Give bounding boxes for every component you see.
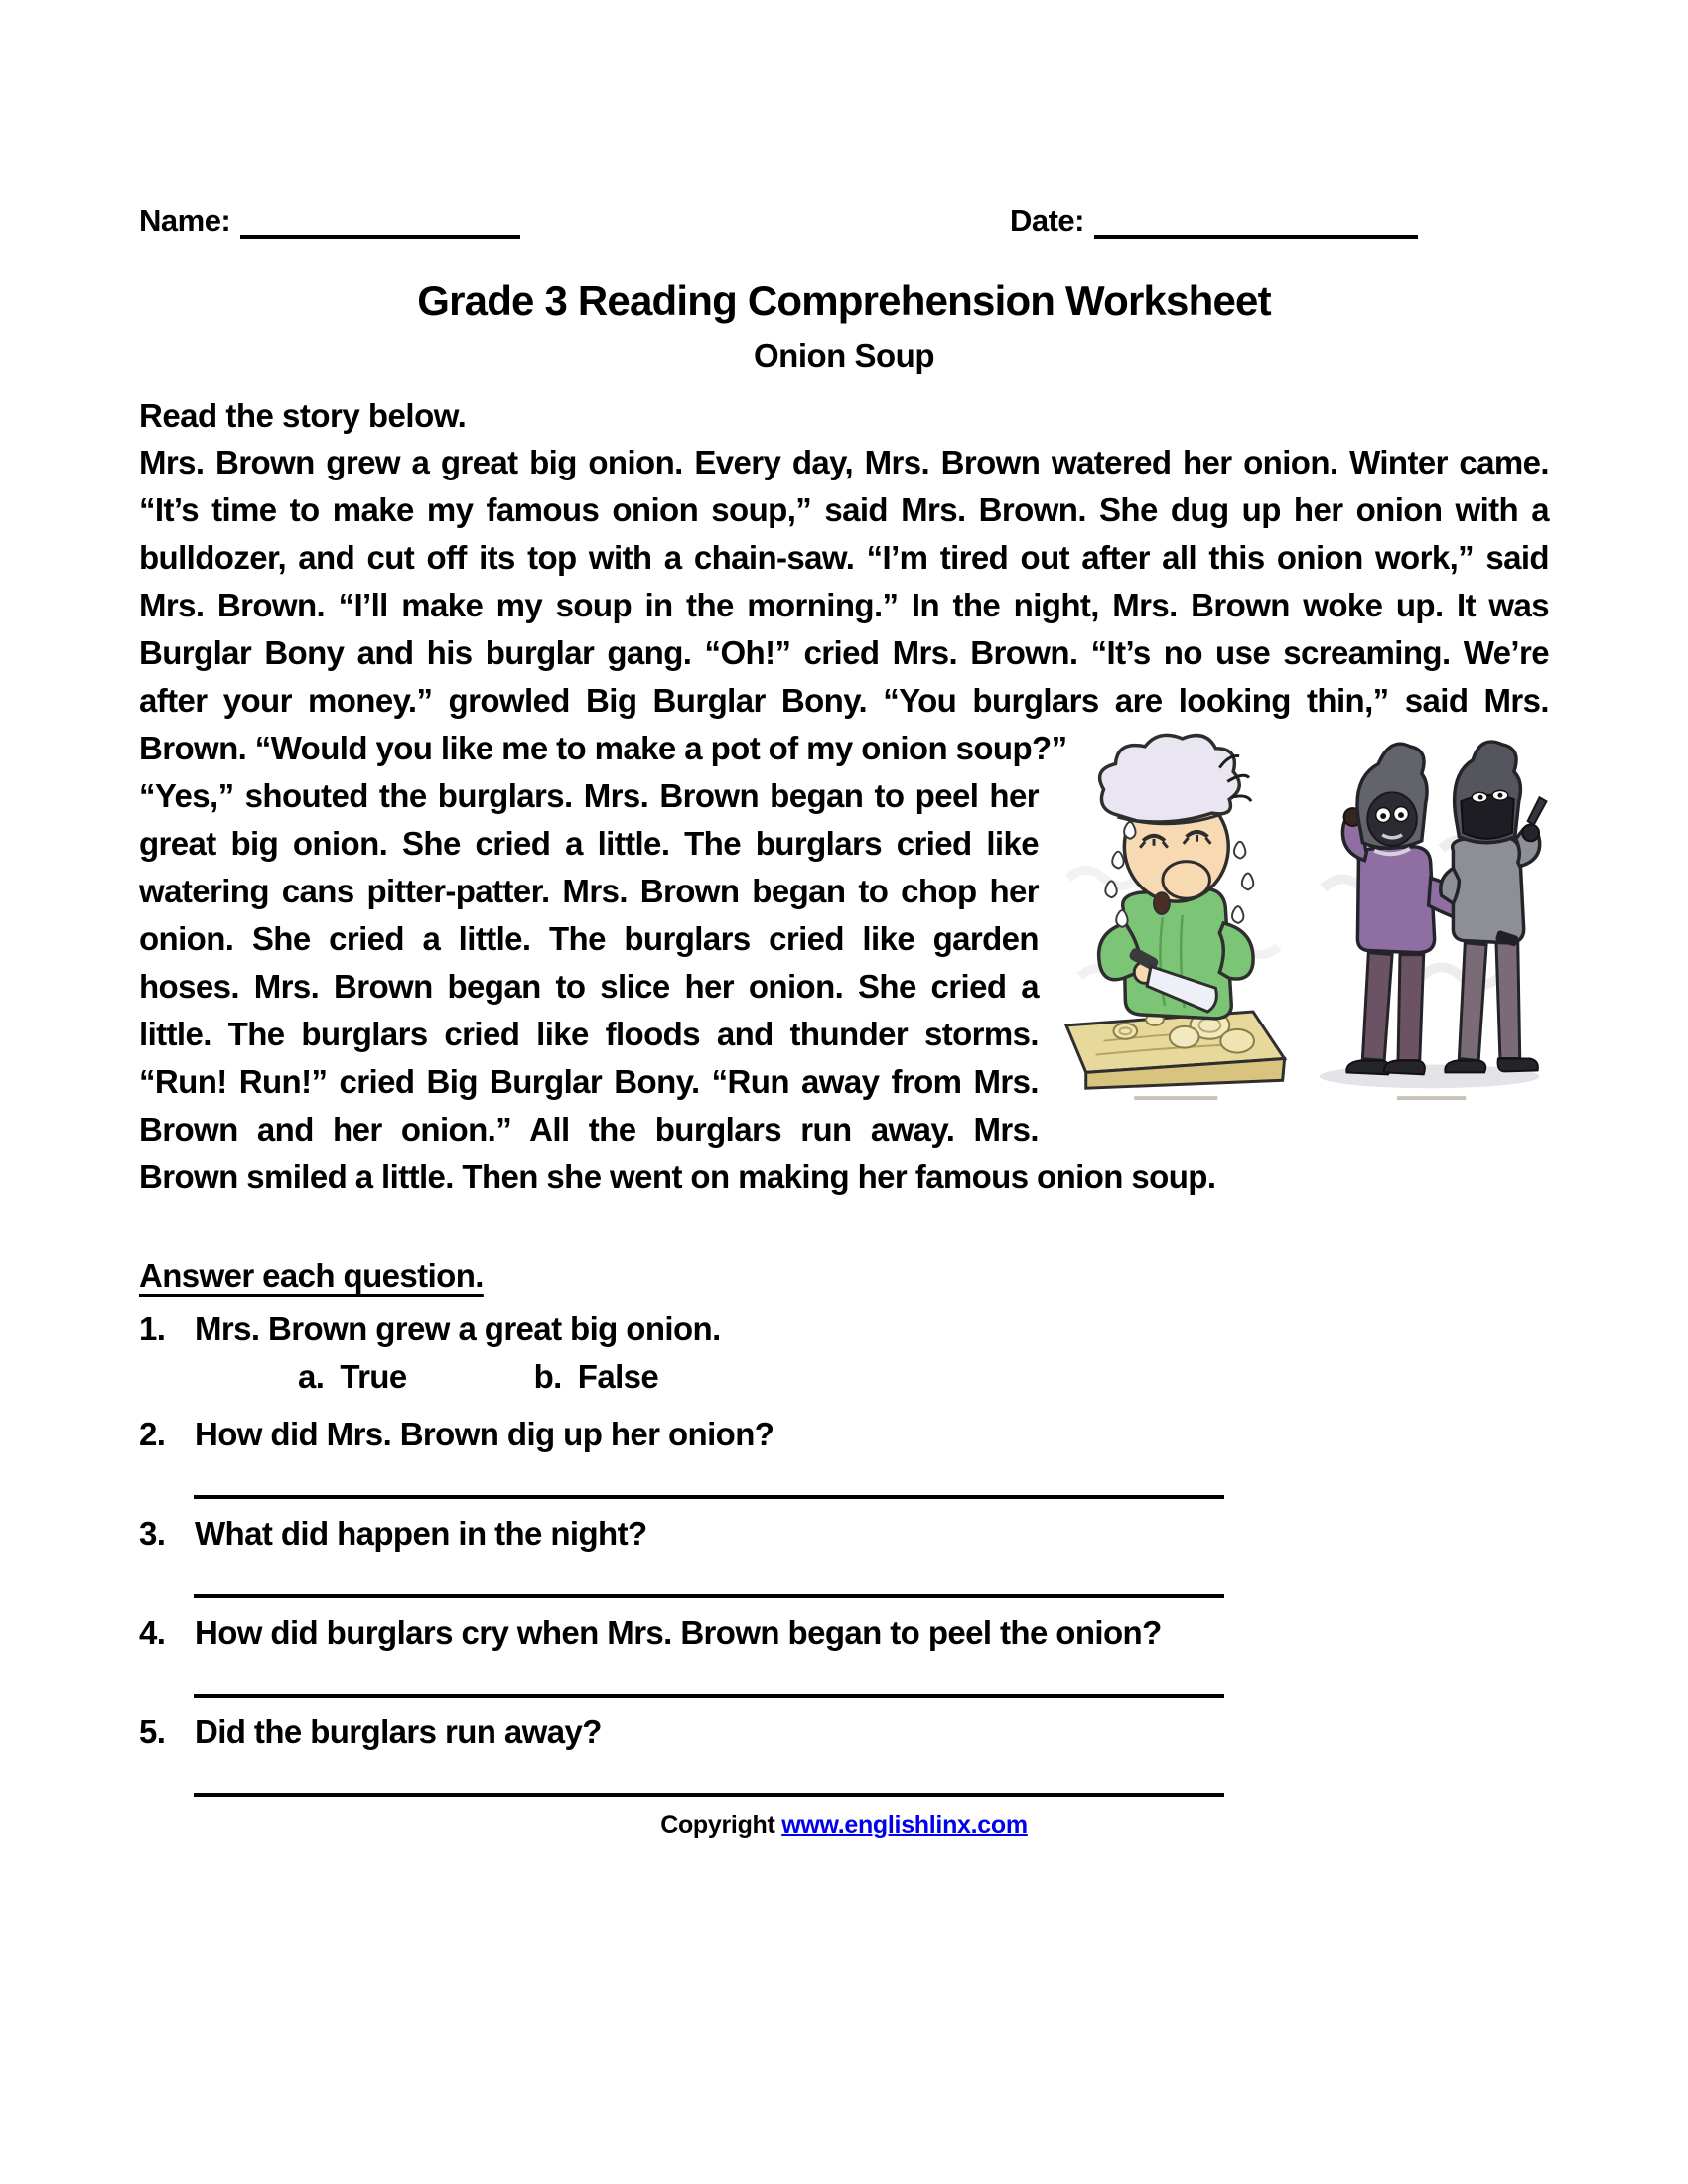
answer-line-4 [194, 1656, 1224, 1698]
footer [0, 1811, 1688, 1840]
option-false [534, 1354, 659, 1400]
question-4 [139, 1610, 1549, 1656]
story-paragraph-1: Mrs. Brown grew a great big onion. Every day, Mrs. Brown watered her onion. Winter came. “It’s time to make my famous onion soup,” said Mrs. Brown. She dug up her onion with a bulldozer, and cut off its top with a chain-saw. “I’m tired out after all this onion work,” said Mrs. Brown. “I’ll make my soup in the morning.” In the night, Mrs. Brown woke up. It was Burglar Bony and his burglar gang. “Oh!” cried Mrs. Brown. “It’s no use screaming. We’re after your money.” growled Big Burglar Bony. “You burglars are looking thin,” said Mrs. Brown. “Would you like me to make a pot of my onion soup?” [139, 444, 1549, 766]
two-masked-burglars-icon [1304, 729, 1549, 1106]
question-text: Did the burglars run away? [195, 1713, 602, 1750]
question-text: How did Mrs. Brown dig up her onion? [195, 1416, 774, 1452]
answer-line-2 [194, 1457, 1224, 1499]
option-a-label: a. [298, 1358, 325, 1395]
name-blank-line [240, 205, 520, 239]
question-number: 1. [139, 1310, 166, 1347]
question-1 [139, 1306, 1549, 1352]
story-illustration [1060, 729, 1549, 1108]
read-instruction: Read the story below. [139, 397, 467, 434]
question-text: What did happen in the night? [195, 1515, 647, 1552]
question-number: 5. [139, 1713, 166, 1750]
story-part2-wrap [139, 772, 1549, 1201]
image-credit-caption [1397, 1096, 1466, 1100]
question-number: 2. [139, 1416, 166, 1452]
date-label: Date: [1009, 204, 1084, 238]
option-b-label: b. [533, 1358, 562, 1395]
image-credit-caption [1134, 1096, 1217, 1100]
englishlinx-link[interactable]: www.englishlinx.com [781, 1811, 1028, 1839]
burglar-right [1440, 742, 1546, 1072]
question-3 [139, 1511, 1549, 1557]
question-number: 3. [139, 1515, 166, 1552]
answer-line-5 [194, 1755, 1224, 1797]
option-true [298, 1354, 407, 1400]
option-b-text: False [577, 1358, 659, 1395]
question-text: How did burglars cry when Mrs. Brown began to peel the onion? [195, 1614, 1162, 1651]
page-title: Grade 3 Reading Comprehension Worksheet [417, 277, 1271, 324]
story-paragraph-2: “Yes,” shouted the burglars. Mrs. Brown began to peel her great big onion. She cried a little. The burglars cried like watering cans pitter-patter. Mrs. Brown began to chop her onion. She cried a little. The burglars cried like garden hoses. Mrs. Brown began to slice her onion. She cried a little. The burglars cried like floods and thunder storms. “Run! Run!” cried Big Burglar Bony. “Run away from Mrs. Brown and her onion.” All the burglars run away. Mrs. Brown smiled a little. Then she went on making her famous onion soup. [139, 777, 1216, 1195]
page-subtitle: Onion Soup [754, 338, 934, 374]
questions-header: Answer each question. [139, 1257, 484, 1294]
chef-hat [1100, 735, 1251, 823]
knife [1527, 797, 1546, 825]
answer-line-3 [194, 1557, 1224, 1598]
name-label: Name: [139, 204, 231, 238]
question-text: Mrs. Brown grew a great big onion. [195, 1310, 721, 1347]
story [139, 439, 1549, 1201]
header [0, 0, 1688, 239]
crying-chef-chopping-onion-icon [1060, 729, 1292, 1106]
question-2 [139, 1412, 1549, 1457]
copyright-label: Copyright [660, 1811, 775, 1839]
question-number: 4. [139, 1614, 166, 1651]
question-5 [139, 1709, 1549, 1755]
cutting-board [1066, 1012, 1285, 1088]
name-field [139, 204, 520, 239]
date-field [1010, 204, 1418, 239]
question-1-options [298, 1354, 1549, 1400]
option-a-text: True [340, 1358, 407, 1395]
questions-section [139, 1257, 1549, 1797]
date-blank-line [1094, 205, 1418, 239]
